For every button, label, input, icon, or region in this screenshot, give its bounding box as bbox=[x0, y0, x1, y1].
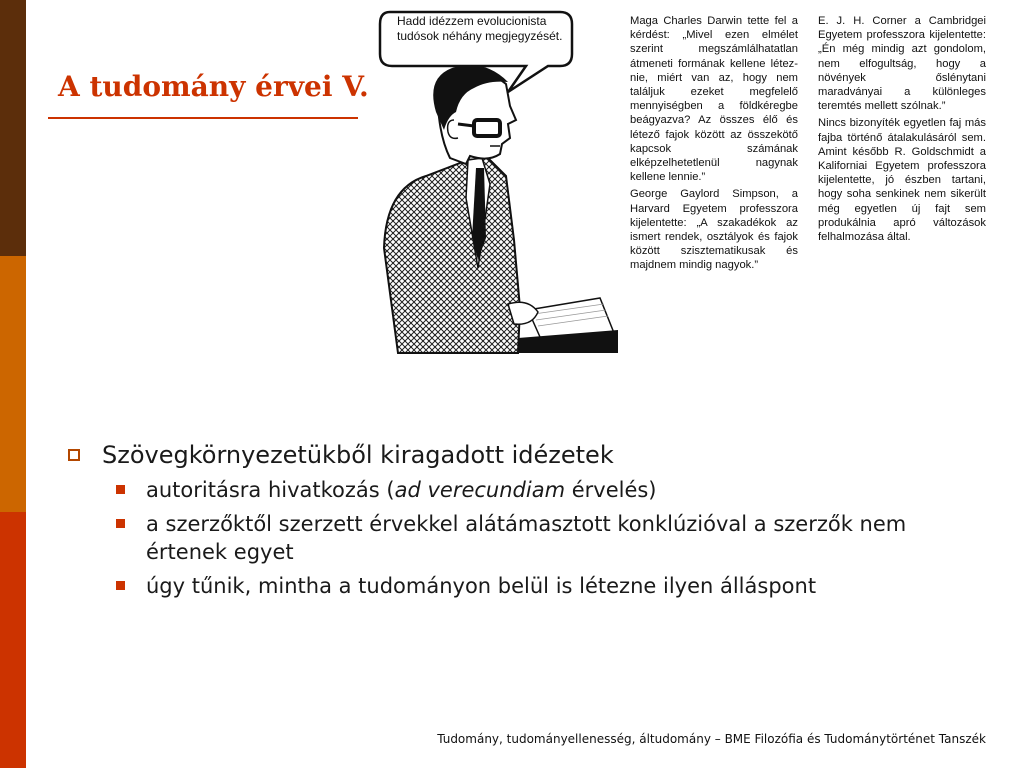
title-underline bbox=[48, 117, 358, 119]
hollow-square-bullet-icon bbox=[68, 449, 80, 461]
speech-bubble-text: Hadd idézzem evolucionista tudósok néhány megjegyzését. bbox=[397, 14, 563, 43]
slide-footer: Tudomány, tudományellenesség, áltudomány – BME Filozófia és Tudománytörténet Tanszék bbox=[437, 732, 986, 746]
bullet-sub-1-text-pre: autoritásra hivatkozás ( bbox=[146, 478, 395, 502]
bullet-sub-1-text-post: érvelés) bbox=[565, 478, 657, 502]
bullet-sub-1-latin-term: ad verecundiam bbox=[394, 478, 566, 502]
bullet-sub-3-text: úgy tűnik, mintha a tudományon belül is létezne ilyen álláspont bbox=[146, 574, 817, 598]
darwin-quote: Maga Charles Darwin tette fel a kérdést: „Mivel ezen elmélet szerint megszámlálhatatlan átmeneti formának kellene létez-nie, miért van az, hogy nem találjuk ezeket megfelelő mennyiségben a földkéregbe beágyazva? Az összes élő és létező fajok között az összekötő kapcsok számának elképzelhetetlenül nagynak kellene lennie.” bbox=[630, 15, 798, 184]
bullet-sub-1 bbox=[68, 476, 908, 504]
bullet-main bbox=[68, 440, 908, 470]
corner-quote: E. J. H. Corner a Cambridgei Egyetem professzora kijelentette: „Én még mindig azt gondolom, nem elfogultság, hogy a növények őslénytani maradványai a különleges teremtés mellett szólnak.” bbox=[818, 15, 986, 113]
simpson-quote: George Gaylord Simpson, a Harvard Egyetem professzora kijelentette: „A szakadékok az ismert rendek, osztályok és fajok között szisztematikusak és majdnem mindig nagyok.” bbox=[630, 188, 798, 272]
square-bullet-icon bbox=[116, 485, 125, 494]
left-bar-red bbox=[0, 512, 26, 768]
goldschmidt-quote: Nincs bizonyíték egyetlen faj más fajba történő átalakulásáról sem. Amint később R. Goldschmidt a Kaliforniai Egyetem professzora kijelentette, jó észben tartani, hogy soha senkinek nem sikerült még egyetlen új fajt sem produkálnia apró változások felhalmozása által. bbox=[818, 117, 986, 244]
bullet-sub-3 bbox=[68, 572, 908, 600]
slide-title: A tudomány érvei V. bbox=[58, 70, 369, 103]
man-jacket bbox=[384, 158, 520, 353]
square-bullet-icon bbox=[116, 581, 125, 590]
left-bar-orange bbox=[0, 256, 26, 512]
bullet-sub-2-text: a szerzőktől szerzett érvekkel alátámasztott konklúzióval a szerzők nem értenek egyet bbox=[146, 512, 907, 564]
bullet-list bbox=[68, 440, 908, 600]
square-bullet-icon bbox=[116, 519, 125, 528]
quote-column-1 bbox=[630, 14, 798, 276]
quote-column-2 bbox=[818, 14, 986, 247]
bullet-sub-2 bbox=[68, 510, 908, 566]
left-bar-dark bbox=[0, 0, 26, 256]
bullet-main-text: Szövegkörnyezetükből kiragadott idézetek bbox=[102, 441, 614, 469]
